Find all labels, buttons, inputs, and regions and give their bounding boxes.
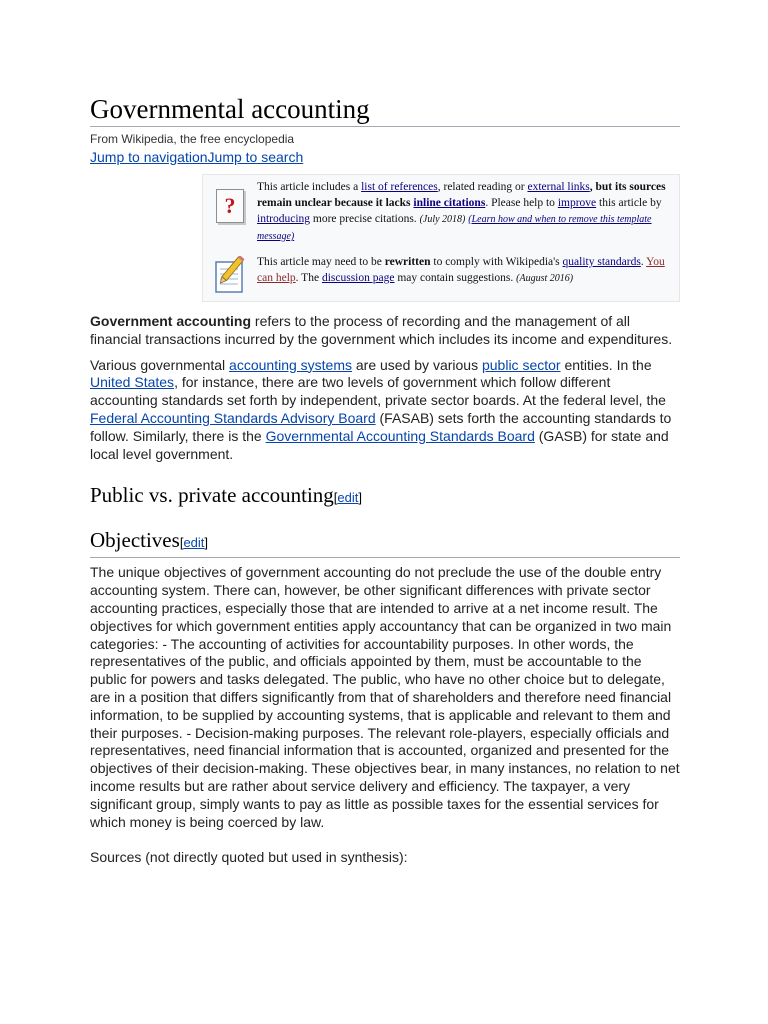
jump-to-navigation-link[interactable]: Jump to navigation: [90, 149, 208, 165]
section-heading-objectives: Objectives[edit]: [90, 526, 680, 558]
you-can-help-link[interactable]: You can help: [257, 256, 665, 284]
discussion-page-link[interactable]: discussion page: [321, 272, 395, 284]
edit-public-vs-private-link[interactable]: edit: [337, 490, 359, 506]
list-of-references-link[interactable]: list of references: [361, 181, 438, 193]
improve-link[interactable]: improve: [557, 197, 597, 209]
edit-objectives-link[interactable]: edit: [183, 535, 205, 551]
section-edit: [edit]: [179, 535, 209, 551]
maintenance-notices: [202, 174, 680, 302]
jump-links: [90, 148, 680, 166]
section-heading-public-vs-private: Public vs. private accounting[edit]: [90, 483, 362, 508]
intro-paragraph-1: Government accounting refers to the process of recording and the management of all financial transactions incurred by the government which includes its income and expenditures.: [90, 313, 673, 347]
jump-to-search-link[interactable]: Jump to search: [207, 149, 304, 165]
notice-date: (August 2016): [516, 273, 574, 284]
remove-template-message-link[interactable]: (Learn how and when to remove this template message): [257, 214, 652, 242]
page-title: Governmental accounting: [90, 92, 680, 127]
gasb-link[interactable]: Governmental Accounting Standards Board: [265, 427, 535, 444]
section-edit: [edit]: [333, 490, 362, 506]
objectives-paragraph: The unique objectives of government accounting do not preclude the use of the double entry accounting system. There can, however, be other significant differences with private sector accounting practices, especially those that are intended to arrive at a net income result. The objectives for which government entities apply accountancy that can be organized in two main categories: - The accounting of activities for accountability purposes. In other words, the representatives of the public, and officials appointed by them, must be accountable to the public for powers and tasks delegated. The public, who have no other choice but to delegate, are in a position that differs significantly from that of shareholders and therefore need financial information, to be supplied by accounting systems, that is applicable and relevant to them and their purposes. - Decision-making purposes. The relevant role-players, especially officials and representatives, need financial information that is accounted, organized and presented for the objectives of their decision-making. These objectives bear, in many instances, no relation to net income results but are rather about service delivery and efficiency. The taxpayer, a very significant group, simply wants to pay as little as possible taxes for the essential services for which money is being coerced by law.: [90, 564, 680, 830]
notice-date: (July 2018): [419, 214, 466, 225]
references-notice: [203, 175, 679, 250]
notepad-pencil-icon: [210, 256, 250, 296]
united-states-link[interactable]: United States: [90, 374, 175, 391]
intro-paragraph-2: Various governmental accounting systems are used by various public sector entities. In the United States, for instance, there are two levels of government which follow different accounting standards set forth by independent, private sector boards. At the federal level, the Federal Accounting Standards Advisory Board (FASAB) sets forth the accounting standards to follow. Similarly, there is the Governmental Accounting Standards Board (GASB) for state and local level government.: [90, 356, 672, 462]
external-links-link[interactable]: external links: [527, 181, 590, 193]
inline-citations-link[interactable]: inline citations: [413, 197, 486, 209]
rewrite-notice: [203, 250, 679, 301]
introducing-link[interactable]: introducing: [257, 213, 311, 225]
references-notice-text: This article includes a list of references, related reading or external links, but its sources remain unclear because it lacks inline citations. Please help to improve this article by introducing more precise citations. (July 2018) (Learn how and when to remove this template message): [257, 181, 666, 242]
question-mark-icon: ?: [216, 189, 244, 223]
site-tagline: From Wikipedia, the free encyclopedia: [90, 132, 295, 146]
article-content: [90, 92, 680, 867]
quality-standards-link[interactable]: quality standards: [562, 256, 641, 268]
accounting-systems-link[interactable]: accounting systems: [229, 356, 352, 373]
rewrite-notice-text: This article may need to be rewritten to comply with Wikipedia's quality standards. You can help. The discussion page may contain suggestions. (August 2016): [257, 256, 665, 284]
public-sector-link[interactable]: public sector: [481, 356, 561, 373]
sources-paragraph: Sources (not directly quoted but used in synthesis):: [90, 849, 408, 866]
fasab-link[interactable]: Federal Accounting Standards Advisory Board: [90, 409, 376, 426]
